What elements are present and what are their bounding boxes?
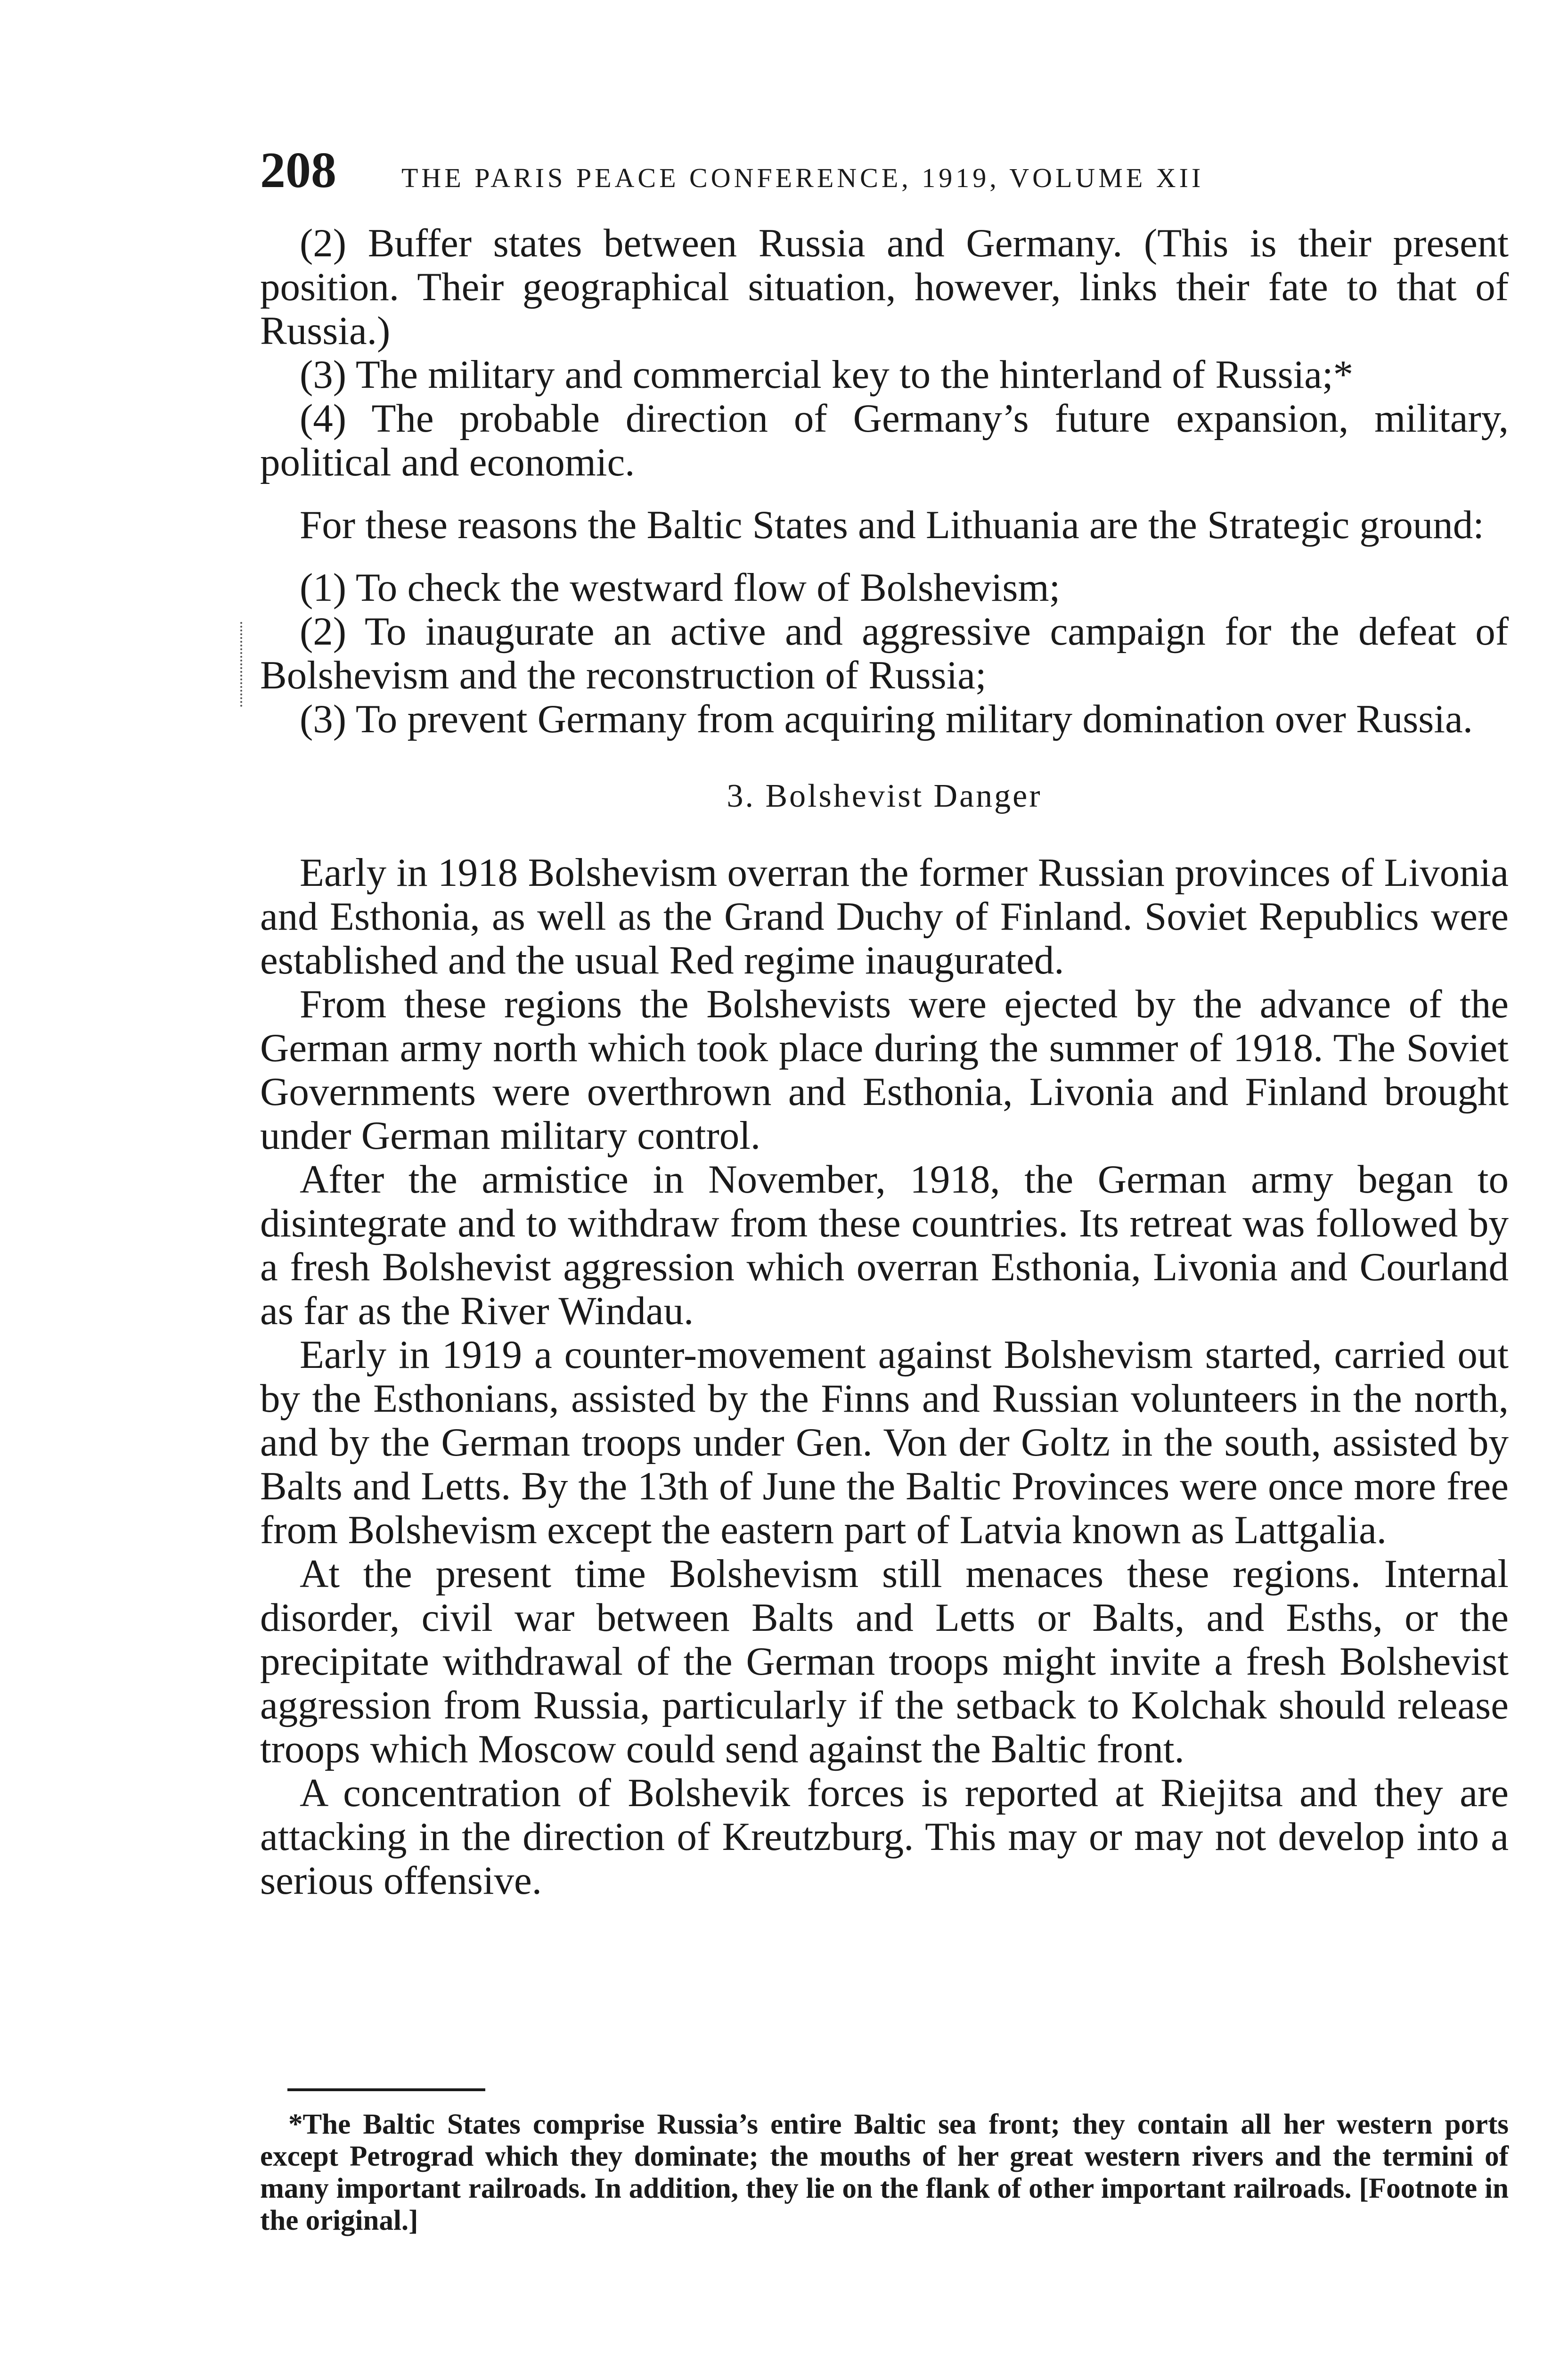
footnote: [260, 2109, 1509, 2237]
paragraph: After the armistice in November, 1918, the German army began to disintegrate and to withdraw from these countries. Its retreat was followed by a fresh Bolshevist aggression which overran Esthonia, Livonia and Courland as far as the River Windau.: [260, 1157, 1509, 1333]
paragraph: Early in 1919 a counter-movement against Bolshevism started, carried out by the Esthonians, assisted by the Finns and Russian volunteers in the north, and by the German troops under Gen. Von der Goltz in the south, assisted by Balts and Letts. By the 13th of June the Baltic Provinces were once more free from Bolshevism except the eastern part of Latvia known as Lattgalia.: [260, 1333, 1509, 1552]
page-number: 208: [260, 142, 336, 198]
paragraph: From these regions the Bolshevists were ejected by the advance of the German army north which took place during the summer of 1918. The Soviet Governments were overthrown and Esthonia, Livonia and Finland brought under German military control.: [260, 982, 1509, 1158]
body-text: [260, 221, 1509, 1903]
paragraph: Early in 1918 Bolshevism overran the former Russian provinces of Livonia and Esthonia, as well as the Grand Duchy of Finland. Soviet Republics were established and the usual Red regime inaugurated.: [260, 851, 1509, 982]
paragraph: (4) The probable direction of Germany’s future expansion, military, political and economic.: [260, 396, 1509, 484]
section-heading: 3. Bolshevist Danger: [727, 778, 1042, 814]
paragraph: At the present time Bolshevism still menaces these regions. Internal disorder, civil war between Balts and Letts or Balts, and Esths, or the precipitate withdrawal of the German troops might invite a fresh Bolshevist aggression from Russia, particularly if the setback to Kolchak should release troops which Moscow could send against the Baltic front.: [260, 1552, 1509, 1771]
paragraph: A concentration of Bolshevik forces is reported at Riejitsa and they are attacking in the direction of Kreutzburg. This may or may not develop into a serious offensive.: [260, 1771, 1509, 1903]
paragraph: (3) The military and commercial key to the hinterland of Russia;*: [300, 352, 1354, 397]
paragraph: (2) Buffer states between Russia and Germany. (This is their present position. Their geographical situation, however, links their fate to that of Russia.): [260, 221, 1509, 353]
margin-mark: [240, 622, 245, 707]
paragraph: For these reasons the Baltic States and Lithuania are the Strategic ground:: [300, 503, 1484, 547]
page-header: [260, 141, 1358, 198]
paragraph: (1) To check the westward flow of Bolshevism;: [300, 565, 1061, 610]
running-head: THE PARIS PEACE CONFERENCE, 1919, VOLUME XII: [401, 163, 1204, 193]
footnote-divider: [287, 2088, 485, 2091]
footnote-text: *The Baltic States comprise Russia’s entire Baltic sea front; they contain all her western ports except Petrograd which they dominate; the mouths of her great western rivers and the termini of many important railroads. In addition, they lie on the flank of other important railroads. [Footnote in the original.]: [260, 2109, 1509, 2236]
paragraph: (3) To prevent Germany from acquiring military domination over Russia.: [300, 697, 1473, 741]
paragraph: (2) To inaugurate an active and aggressive campaign for the defeat of Bolshevism and the reconstruction of Russia;: [260, 609, 1509, 697]
